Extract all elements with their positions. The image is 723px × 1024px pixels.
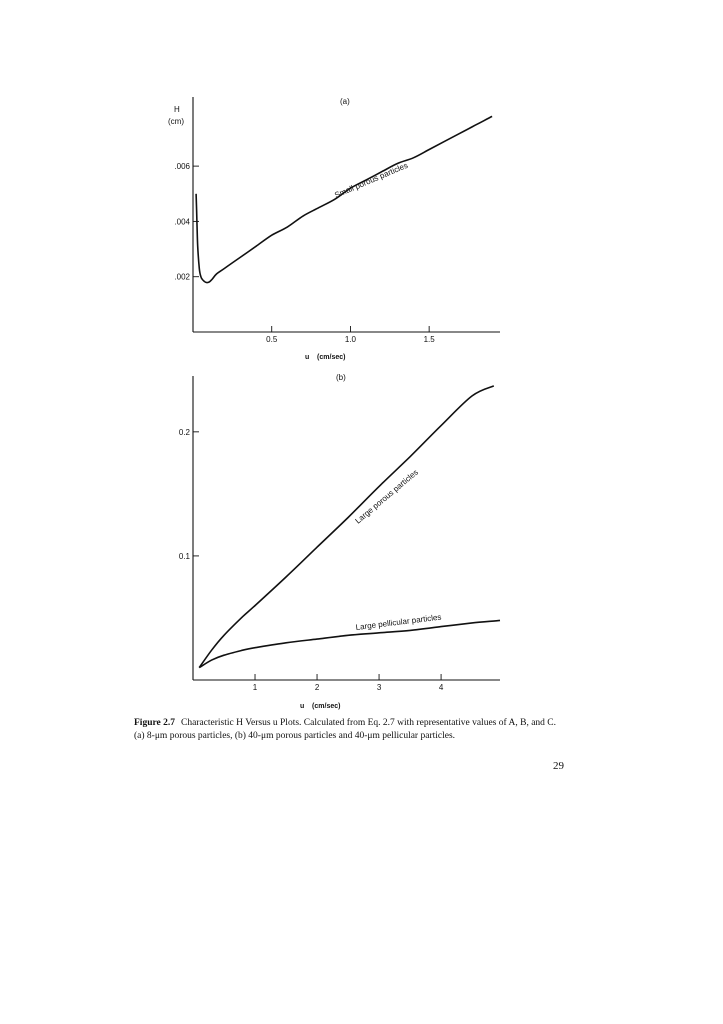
- chart-a-small-porous: [0, 0, 723, 372]
- caption-text: Characteristic H Versus u Plots. Calculated from Eq. 2.7 with representative values of A, B, and C. (a) 8-μm porous particles, (b) 40-μm porous particles and 40-μm pellicular particles.: [134, 718, 556, 741]
- chart-b-xlabel: u (cm/sec): [300, 703, 341, 710]
- chart-a-curve-label: Small porous particles: [333, 160, 410, 200]
- figure-number: Figure 2.7: [134, 718, 175, 728]
- chart-b-curve-large-pellicular: [199, 620, 500, 667]
- a-y-tick-label: .006: [174, 162, 190, 172]
- b-x-tick-label: 2: [314, 683, 320, 692]
- a-x-tick-label: 1.5: [423, 335, 435, 344]
- b-x-tick-label: 3: [376, 683, 382, 692]
- chart-a-xlabel: u (cm/sec): [305, 354, 346, 361]
- a-x-tick-label: 1.0: [344, 335, 356, 344]
- b-x-tick-label: 1: [252, 683, 258, 692]
- chart-a-ylabel-h: H: [174, 105, 180, 114]
- figure-caption: [134, 717, 564, 742]
- b-y-tick-label: 0.1: [178, 551, 190, 561]
- chart-b-curve-label-pellicular: Large pellicular particles: [355, 612, 442, 632]
- a-y-tick-label: .002: [174, 272, 190, 282]
- chart-a-curve-small-porous: [196, 116, 492, 282]
- a-y-tick-label: .004: [174, 217, 190, 227]
- chart-b-panel-label: (b): [336, 373, 346, 382]
- chart-a-ylabel-unit: (cm): [168, 117, 184, 126]
- chart-b-curve-label-porous: Large porous particles: [353, 467, 420, 526]
- chart-b-large-particles: [0, 372, 723, 712]
- b-y-tick-label: 0.2: [178, 427, 190, 437]
- b-x-tick-label: 4: [438, 683, 444, 692]
- chart-a-panel-label: (a): [340, 97, 350, 106]
- a-x-tick-label: 0.5: [266, 335, 278, 344]
- page-number: 29: [553, 760, 564, 772]
